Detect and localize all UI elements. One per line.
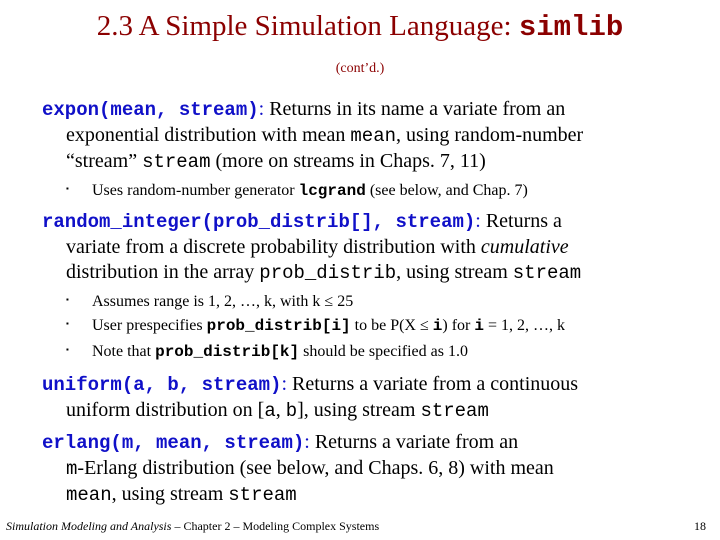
inline-code: m	[66, 458, 78, 480]
inline-code: b	[285, 400, 298, 422]
inline-code: stream	[420, 400, 489, 422]
slide-title	[0, 10, 720, 44]
inline-code: a	[264, 400, 276, 422]
bullet-text: to be P(X ≤	[350, 317, 433, 334]
function-signature: random_integer(prob_distrib[], stream)	[42, 211, 476, 233]
bullet-text: (see below, and Chap. 7)	[365, 182, 528, 199]
inline-code: i	[474, 317, 484, 335]
description-text: , using stream	[111, 483, 229, 505]
bullet-text: ) for	[442, 317, 475, 334]
function-signature: uniform(a, b, stream)	[42, 374, 282, 396]
bullet-text: Note that	[92, 343, 156, 360]
inline-code: prob_distrib	[259, 262, 397, 284]
entry-line	[42, 149, 707, 175]
description-text: -Erlang distribution (see below, and Chaps. 6, 8) with mean	[77, 457, 554, 479]
colon: :	[258, 98, 270, 120]
entry-line	[42, 123, 707, 149]
description-text: , using stream	[396, 261, 513, 283]
description-text: distribution in the array	[66, 261, 260, 283]
title-text: 2.3 A Simple Simulation Language:	[96, 10, 519, 42]
inline-code: mean	[66, 484, 112, 506]
entry-line	[42, 235, 707, 260]
description-text: ,	[275, 399, 286, 421]
bullet-icon: ▪	[66, 184, 69, 194]
page-number: 18	[694, 519, 706, 533]
footer-book-title: Simulation Modeling and Analysis	[6, 519, 172, 533]
inline-code: i	[432, 317, 443, 335]
inline-code: lcgrand	[298, 182, 366, 200]
sub-bullet	[66, 315, 706, 337]
entry-expon	[42, 97, 707, 175]
entry-line	[42, 482, 707, 508]
colon: :	[281, 373, 293, 395]
inline-code: mean	[350, 125, 397, 147]
description-text: variate from a discrete probability distribution with	[66, 236, 481, 258]
bullet-icon: ▪	[66, 319, 69, 329]
colon: :	[304, 431, 315, 453]
bullet-text: Uses random-number generator	[92, 182, 299, 199]
bullet-text: should be specified as 1.0	[299, 343, 468, 360]
bullet-text: User prespecifies	[92, 317, 207, 334]
colon: :	[475, 210, 486, 232]
description-text: Returns a	[485, 210, 562, 232]
description-text: ], using stream	[297, 399, 421, 421]
inline-code: stream	[228, 484, 297, 506]
description-text: “stream”	[66, 150, 143, 172]
entry-line	[42, 209, 707, 235]
footer-chapter: – Chapter 2 – Modeling Complex Systems	[171, 519, 380, 533]
slide-subtitle: (cont’d.)	[335, 61, 385, 76]
description-text: (more on streams in Chaps. 7, 11)	[210, 150, 486, 172]
emphasis-text: cumulative	[480, 236, 569, 258]
entry-line	[42, 430, 707, 456]
slide-footer	[6, 519, 379, 534]
entry-line	[42, 97, 707, 123]
entry-line	[42, 398, 707, 424]
entry-line	[42, 372, 707, 398]
description-text: uniform distribution on [	[66, 399, 265, 421]
description-text: Returns in its name a variate from an	[269, 98, 566, 120]
inline-code: prob_distrib[i]	[206, 317, 351, 335]
entry-line	[42, 456, 707, 482]
description-text: Returns a variate from an	[314, 431, 519, 453]
entry-line	[42, 260, 707, 286]
sub-bullet	[66, 341, 706, 363]
function-signature: expon(mean, stream)	[42, 99, 259, 121]
description-text: , using random-number	[396, 124, 584, 146]
entry-uniform	[42, 372, 707, 424]
bullet-text: = 1, 2, …, k	[483, 317, 565, 334]
bullet-text: Assumes range is 1, 2, …, k, with k ≤ 25	[92, 293, 354, 310]
inline-code: stream	[512, 262, 582, 284]
bullet-icon: ▪	[66, 345, 69, 355]
entry-erlang	[42, 430, 707, 508]
function-signature: erlang(m, mean, stream)	[42, 432, 305, 454]
inline-code: prob_distrib[k]	[155, 343, 300, 361]
bullet-icon: ▪	[66, 295, 69, 305]
inline-code: stream	[142, 151, 211, 173]
sub-bullet	[66, 291, 706, 313]
entry-random-integer	[42, 209, 707, 286]
title-code: simlib	[518, 11, 624, 44]
description-text: exponential distribution with mean	[66, 124, 351, 146]
sub-bullet	[66, 180, 706, 202]
description-text: Returns a variate from a continuous	[292, 373, 579, 395]
